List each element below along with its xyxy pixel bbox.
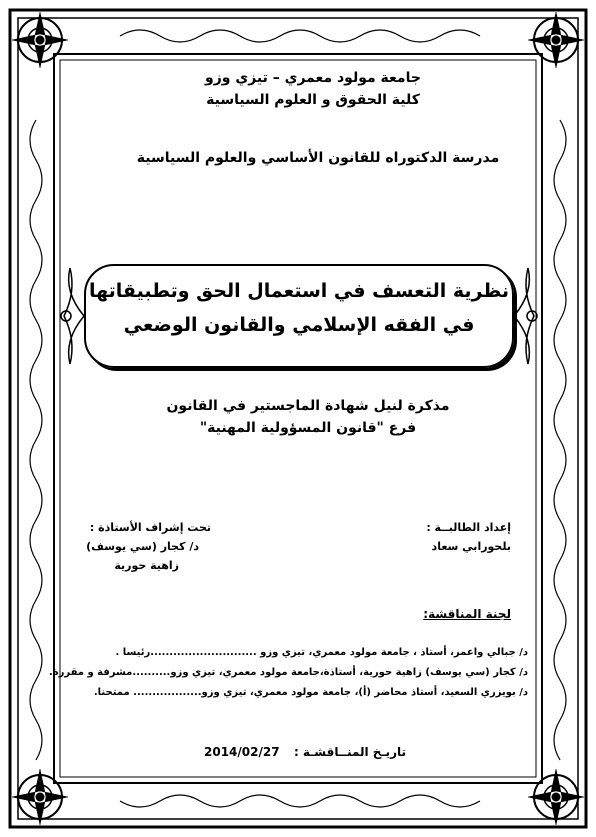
committee-member: د/ جبالي واعمر، أستاذ ، جامعة مولود معمري، تيزي وزو ............................رئيسا . (115, 647, 528, 658)
defense-date: 2014/02/27 (204, 745, 280, 759)
thesis-title-line-2: في الفقه الإسلامي والقانون الوضعي (123, 314, 475, 336)
supervisor-name: د/ كجار (سي يوسف) (86, 540, 199, 553)
memo-description: مذكرة لنيل شهادة الماجستير في القانون (166, 398, 450, 414)
committee-label: لجنة المناقشة: (423, 607, 511, 621)
committee-member: د/ كجار (سي يوسف) زاهية حورية، أستاذة،جامعة مولود معمري، تيزي وزو..........مشرفة و مقررة. (48, 667, 528, 678)
supervisor-name-line-2: زاهية حورية (114, 559, 179, 572)
prepared-by-label: إعداد الطالبــة : (426, 521, 511, 534)
university-name: جامعة مولود معمري – تيزي وزو (205, 70, 421, 86)
supervisor-label: تحت إشراف الأستاذة : (89, 521, 211, 534)
student-name: بلحورابي سعاد (431, 540, 511, 553)
committee-member: د/ بويزري السعيد، أستاذ محاضر (أ)، جامعة مولود معمري، تيزي وزو.................. ممتحنا. (93, 687, 528, 698)
branch-description: فرع "قانون المسؤولية المهنية" (199, 420, 417, 436)
defense-date-label: تاريـخ المنــاقشـة : (293, 745, 406, 759)
thesis-title-line-1: نظرية التعسف في استعمال الحق وتطبيقاتها (88, 280, 510, 302)
faculty-name: كلية الحقوق و العلوم السياسية (206, 92, 420, 108)
doctoral-school: مدرسة الدكتوراه للقانون الأساسي والعلوم السياسية (136, 150, 500, 166)
